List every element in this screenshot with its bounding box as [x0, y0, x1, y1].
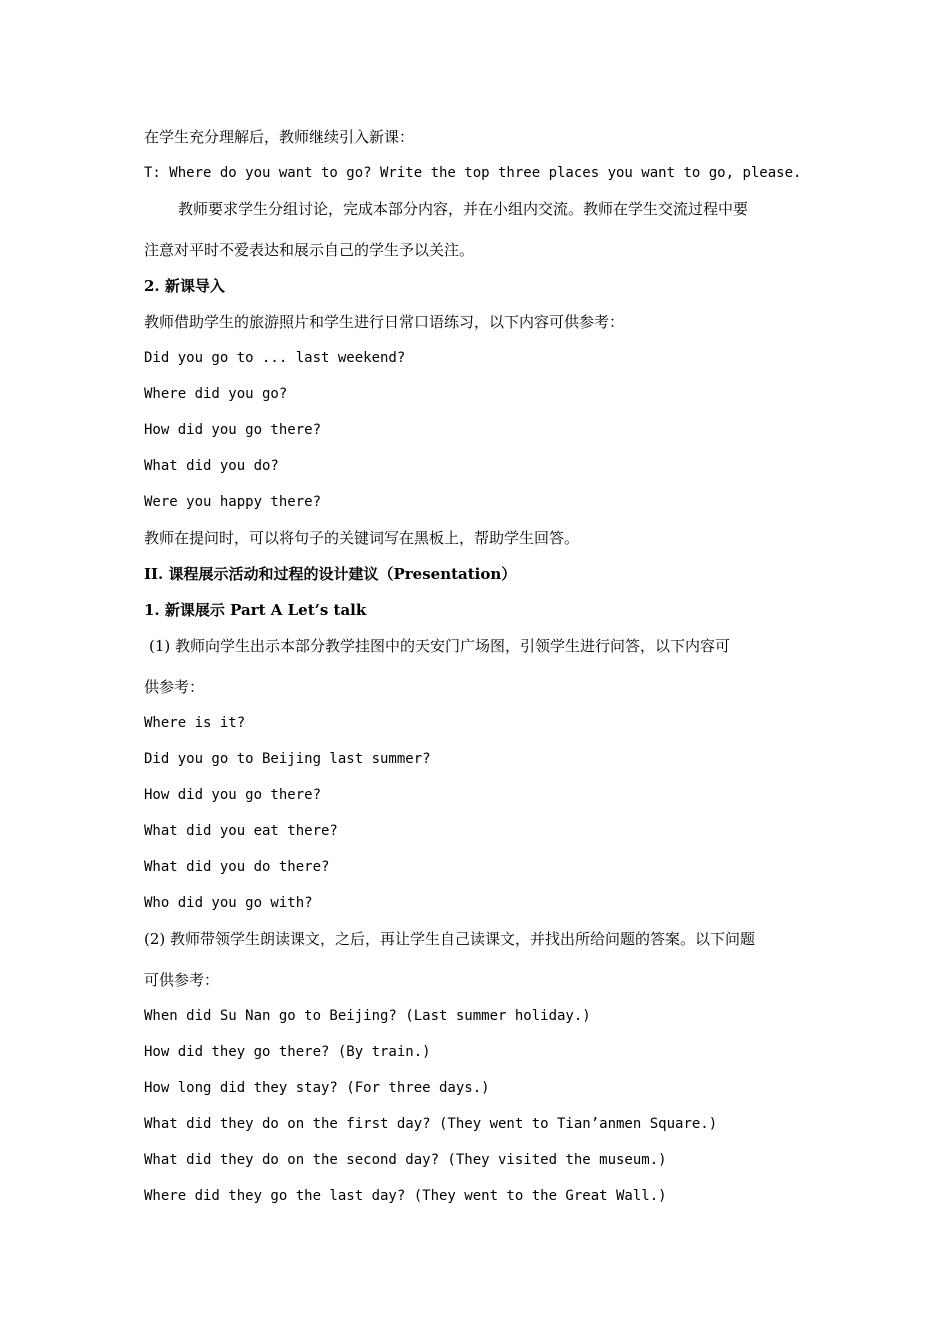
question-answer: When did Su Nan go to Beijing? (Last summer holiday.)	[144, 1008, 591, 1024]
paragraph-oral-practice: 教师借助学生的旅游照片和学生进行日常口语练习，以下内容可供参考：	[144, 313, 625, 331]
paragraph-discussion-cont: 注意对平时不爱表达和展示自己的学生予以关注。	[144, 241, 475, 259]
paragraph-discussion: 教师要求学生分组讨论，完成本部分内容，并在小组内交流。教师在学生交流过程中要	[178, 200, 749, 218]
question-answer: How did they go there? (By train.)	[144, 1044, 431, 1060]
question-answer: How long did they stay? (For three days.)	[144, 1080, 490, 1096]
sample-question: What did you do?	[144, 458, 279, 474]
paragraph-step-1-cont: 供参考：	[144, 678, 205, 696]
question-answer: What did they do on the second day? (They visited the museum.)	[144, 1152, 667, 1168]
sample-question: Did you go to ... last weekend?	[144, 350, 406, 366]
sample-question: What did you eat there?	[144, 823, 338, 839]
section-heading-presentation: II. 课程展示活动和过程的设计建议（Presentation）	[144, 565, 517, 583]
sample-question: Were you happy there?	[144, 494, 322, 510]
paragraph-step-2-cont: 可供参考：	[144, 971, 220, 989]
sample-question: What did you do there?	[144, 859, 330, 875]
section-heading-new-lesson: 2. 新课导入	[144, 277, 225, 295]
question-answer: What did they do on the first day? (They went to Tian’anmen Square.)	[144, 1116, 718, 1132]
sample-question: How did you go there?	[144, 422, 322, 438]
sample-question: Did you go to Beijing last summer?	[144, 751, 431, 767]
sample-question: Where is it?	[144, 715, 246, 731]
sample-question: Where did you go?	[144, 386, 288, 402]
sample-question: How did you go there?	[144, 787, 322, 803]
sample-question: Who did you go with?	[144, 895, 313, 911]
paragraph-step-1: (1) 教师向学生出示本部分教学挂图中的天安门广场图，引领学生进行问答，以下内容可	[149, 637, 731, 655]
paragraph-intro: 在学生充分理解后，教师继续引入新课：	[144, 128, 415, 146]
paragraph-step-2: (2) 教师带领学生朗读课文，之后，再让学生自己读课文，并找出所给问题的答案。以下问题	[144, 930, 756, 948]
paragraph-blackboard: 教师在提问时，可以将句子的关键词写在黑板上，帮助学生回答。	[144, 529, 580, 547]
teacher-question: T: Where do you want to go? Write the top three places you want to go, please.	[144, 165, 802, 181]
question-answer: Where did they go the last day? (They went to the Great Wall.)	[144, 1188, 667, 1204]
subsection-heading-lets-talk: 1. 新课展示 Part A Let’s talk	[144, 601, 367, 619]
